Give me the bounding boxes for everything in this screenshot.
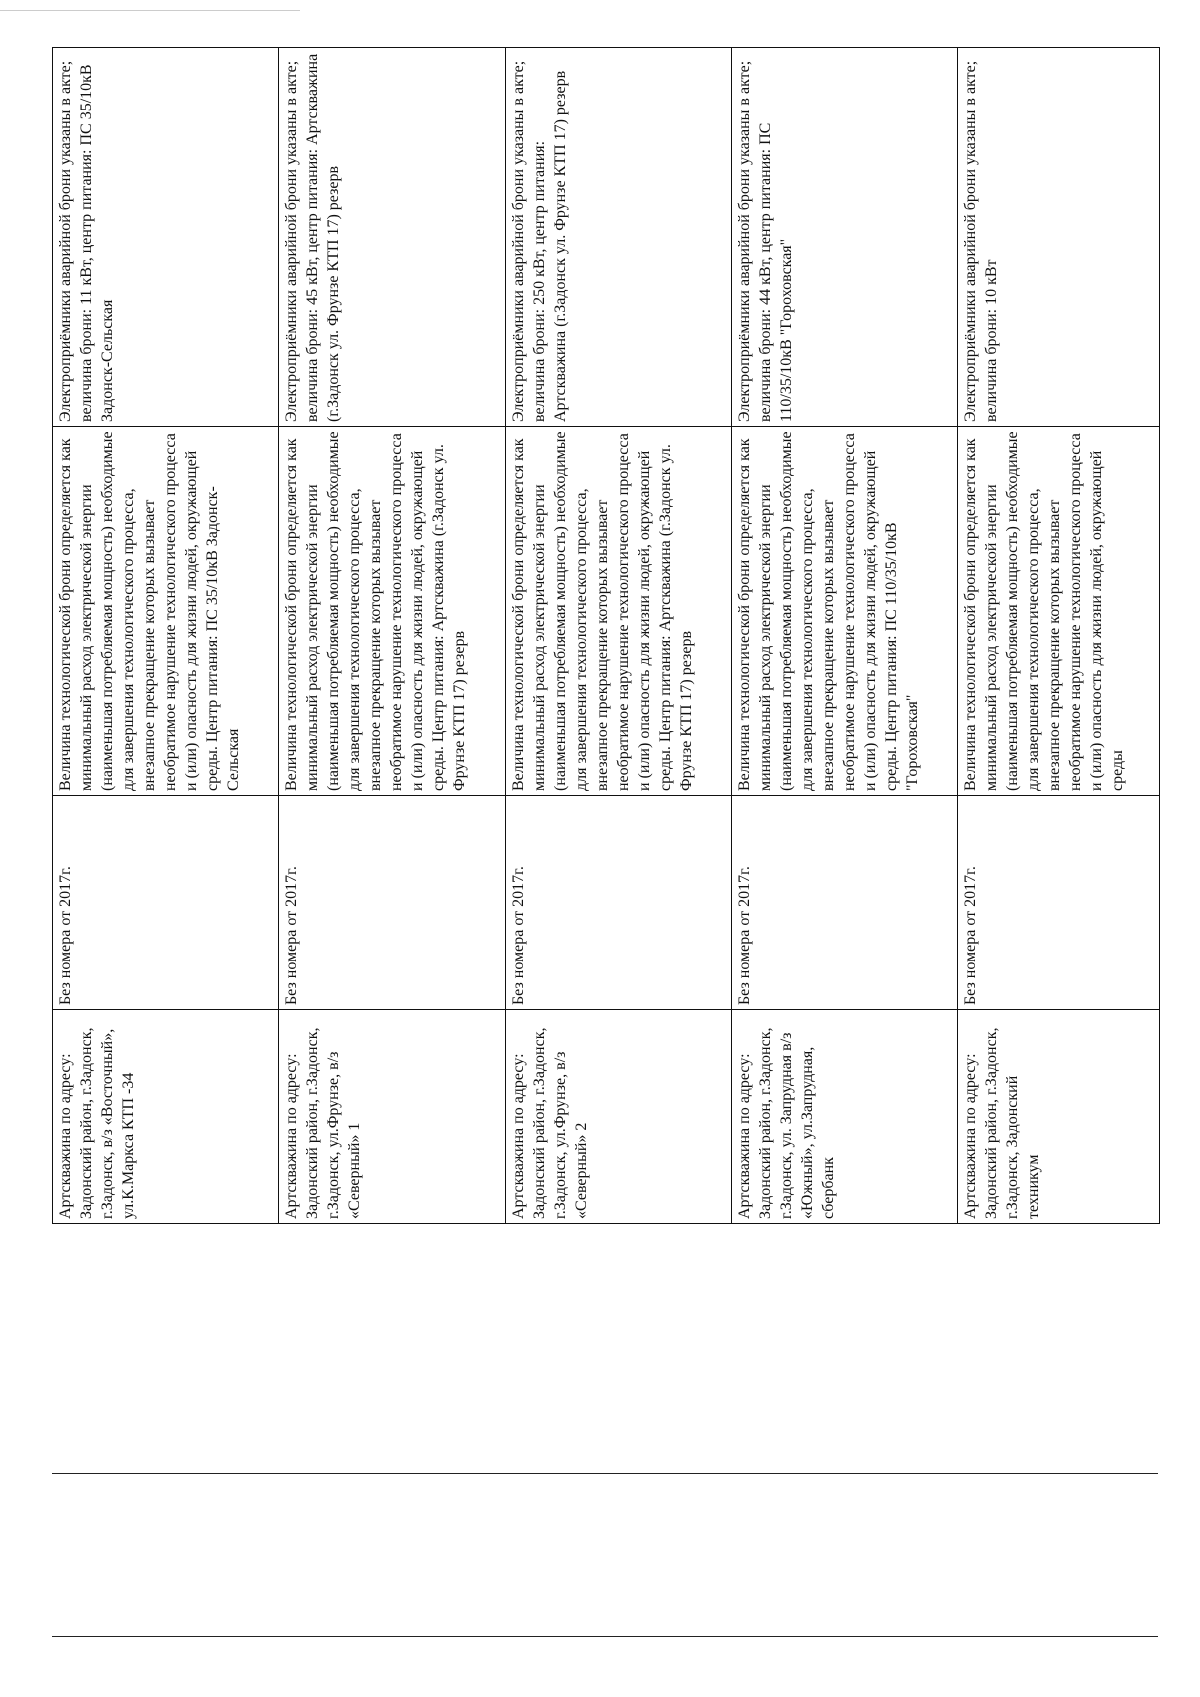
rotated-table-container	[52, 48, 1160, 1224]
scan-edge-mark	[0, 10, 300, 11]
act-cell: Без номера от 2017г.	[53, 796, 279, 1010]
tech-reserve-cell: Величина технологической брони определяется как минимальный расход электрической энергии (наименьшая потребляемая мощность) необходимые для завершения технологического процесса, внезапное прекращение которых вызывает необратимое нарушение технологического процесса и (или) опасность для жизни людей, окружающей среды. Центр питания: Артскважина (г.Задонск ул. Фрунзе КТП 17) резерв	[505, 427, 731, 796]
table-row	[505, 48, 731, 1224]
act-cell: Без номера от 2017г.	[279, 796, 505, 1010]
emergency-reserve-cell: Электроприёмники аварийной брони указаны в акте; величина брони: 11 кВт, центр питания: ПС 35/10кВ Задонск-Сельская	[53, 48, 279, 427]
tech-reserve-cell: Величина технологической брони определяется как минимальный расход электрической энергии (наименьшая потребляемая мощность) необходимые для завершения технологического процесса, внезапное прекращение которых вызывает необратимое нарушение технологического процесса и (или) опасность для жизни людей, окружающей среды. Центр питания: ПС 110/35/10кВ "Гороховская"	[731, 427, 957, 796]
emergency-reserve-cell: Электроприёмники аварийной брони указаны в акте; величина брони: 44 кВт, центр питания: ПС 110/35/10кВ "Гороховская"	[731, 48, 957, 427]
emergency-reserve-cell: Электроприёмники аварийной брони указаны в акте; величина брони: 250 кВт, центр питания: Артскважина (г.Задонск ул. Фрунзе КТП 17) резерв	[505, 48, 731, 427]
table-row	[731, 48, 957, 1224]
horizontal-rule	[52, 1473, 1158, 1474]
object-cell: Артскважина по адресу: Задонский район, г.Задонск, г.Задонск, Задонский техникум	[958, 1010, 1160, 1224]
act-cell: Без номера от 2017г.	[958, 796, 1160, 1010]
object-cell: Артскважина по адресу: Задонский район, г.Задонск, г.Задонск, в/з «Восточный», ул.К.Маркса КТП -34	[53, 1010, 279, 1224]
table-row	[53, 48, 279, 1224]
emergency-reserve-cell: Электроприёмники аварийной брони указаны в акте; величина брони: 45 кВт, центр питания: Артскважина (г.Задонск ул. Фрунзе КТП 17) резерв	[279, 48, 505, 427]
tech-reserve-cell: Величина технологической брони определяется как минимальный расход электрической энергии (наименьшая потребляемая мощность) необходимые для завершения технологического процесса, внезапное прекращение которых вызывает необратимое нарушение технологического процесса и (или) опасность для жизни людей, окружающей среды	[958, 427, 1160, 796]
tech-reserve-cell: Величина технологической брони определяется как минимальный расход электрической энергии (наименьшая потребляемая мощность) необходимые для завершения технологического процесса, внезапное прекращение которых вызывает необратимое нарушение технологического процесса и (или) опасность для жизни людей, окружающей среды. Центр питания: Артскважина (г.Задонск ул. Фрунзе КТП 17) резерв	[279, 427, 505, 796]
act-cell: Без номера от 2017г.	[731, 796, 957, 1010]
reserve-table	[52, 47, 1160, 1224]
tech-reserve-cell: Величина технологической брони определяется как минимальный расход электрической энергии (наименьшая потребляемая мощность) необходимые для завершения технологического процесса, внезапное прекращение которых вызывает необратимое нарушение технологического процесса и (или) опасность для жизни людей, окружающей среды. Центр питания: ПС 35/10кВ Задонск-Сельская	[53, 427, 279, 796]
horizontal-rule	[52, 1636, 1158, 1637]
object-cell: Артскважина по адресу: Задонский район, г.Задонск, г.Задонск, ул. Запрудная в/з «Южный», ул.Запрудная, сбербанк	[731, 1010, 957, 1224]
table-row	[958, 48, 1160, 1224]
object-cell: Артскважина по адресу: Задонский район, г.Задонск, г.Задонск, ул.Фрунзе, в/з «Северный» 1	[279, 1010, 505, 1224]
object-cell: Артскважина по адресу: Задонский район, г.Задонск, г.Задонск, ул.Фрунзе, в/з «Северный» 2	[505, 1010, 731, 1224]
table-row	[279, 48, 505, 1224]
act-cell: Без номера от 2017г.	[505, 796, 731, 1010]
emergency-reserve-cell: Электроприёмники аварийной брони указаны в акте; величина брони: 10 кВт	[958, 48, 1160, 427]
